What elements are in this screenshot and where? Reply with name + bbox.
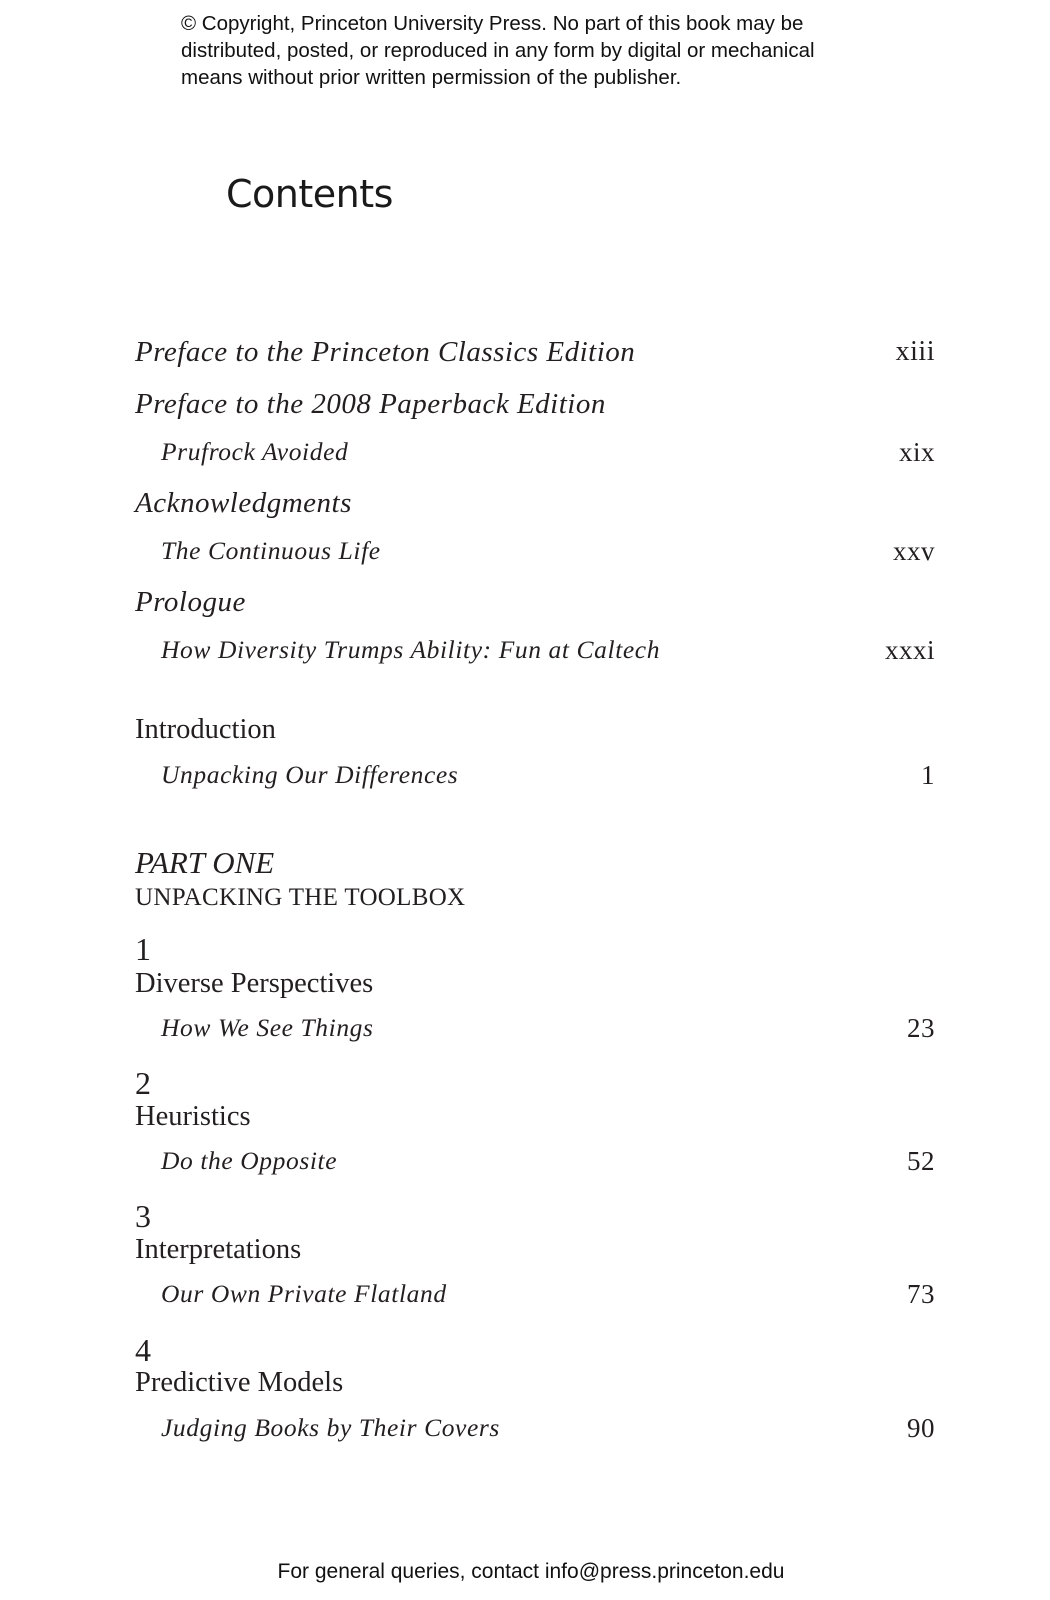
toc-entry-title: Prologue	[135, 586, 246, 618]
toc-entry-subtitle: Judging Books by Their Covers	[161, 1413, 500, 1442]
toc-page-number: 23	[907, 1013, 935, 1043]
toc-page-number: 73	[907, 1279, 935, 1309]
toc-page-number: 1	[921, 760, 935, 790]
toc-entry-subtitle: How We See Things	[161, 1013, 374, 1042]
toc-page-number: 52	[907, 1146, 935, 1176]
toc-entry-title: Diverse Perspectives	[135, 968, 374, 999]
copyright-line: © Copyright, Princeton University Press. No part of this book may be	[181, 12, 804, 35]
toc-page-number: xxv	[893, 536, 935, 566]
toc-page-number: 90	[907, 1413, 935, 1443]
toc-entry-title: Preface to the Princeton Classics Edition	[135, 336, 636, 368]
toc-entry-title: Predictive Models	[135, 1367, 344, 1398]
toc-page-number: xxxi	[884, 635, 935, 665]
chapter-number: 4	[135, 1332, 151, 1368]
copyright-notice	[181, 10, 901, 91]
part-title: UNPACKING THE TOOLBOX	[135, 884, 466, 911]
toc-page-number: xix	[898, 437, 935, 467]
chapter-number: 1	[135, 931, 151, 967]
chapter-number: 2	[135, 1065, 151, 1101]
toc-entry-title: Acknowledgments	[135, 487, 352, 519]
toc-entry-subtitle: The Continuous Life	[161, 536, 381, 565]
toc-entry-subtitle: Our Own Private Flatland	[161, 1279, 447, 1308]
toc-entry-title: Interpretations	[135, 1234, 302, 1265]
chapter-number: 3	[135, 1198, 151, 1234]
copyright-line: means without prior written permission of the publisher.	[181, 66, 682, 89]
toc-entry-title: Heuristics	[135, 1101, 251, 1132]
toc-entry-subtitle: Do the Opposite	[161, 1146, 338, 1175]
page-title: Contents	[226, 172, 393, 216]
footer-contact: For general queries, contact info@press.princeton.edu	[277, 1560, 785, 1583]
copyright-line: distributed, posted, or reproduced in any form by digital or mechanical	[181, 39, 815, 62]
toc-entry-title: Introduction	[135, 714, 276, 745]
toc-entry-title: Preface to the 2008 Paperback Edition	[135, 388, 606, 420]
toc-entry-subtitle: Unpacking Our Differences	[161, 760, 459, 789]
toc-entry-subtitle: Prufrock Avoided	[161, 437, 349, 466]
toc-entry-subtitle: How Diversity Trumps Ability: Fun at Caltech	[161, 635, 661, 664]
part-number: PART ONE	[135, 845, 275, 880]
toc-page-number: xiii	[895, 336, 935, 367]
